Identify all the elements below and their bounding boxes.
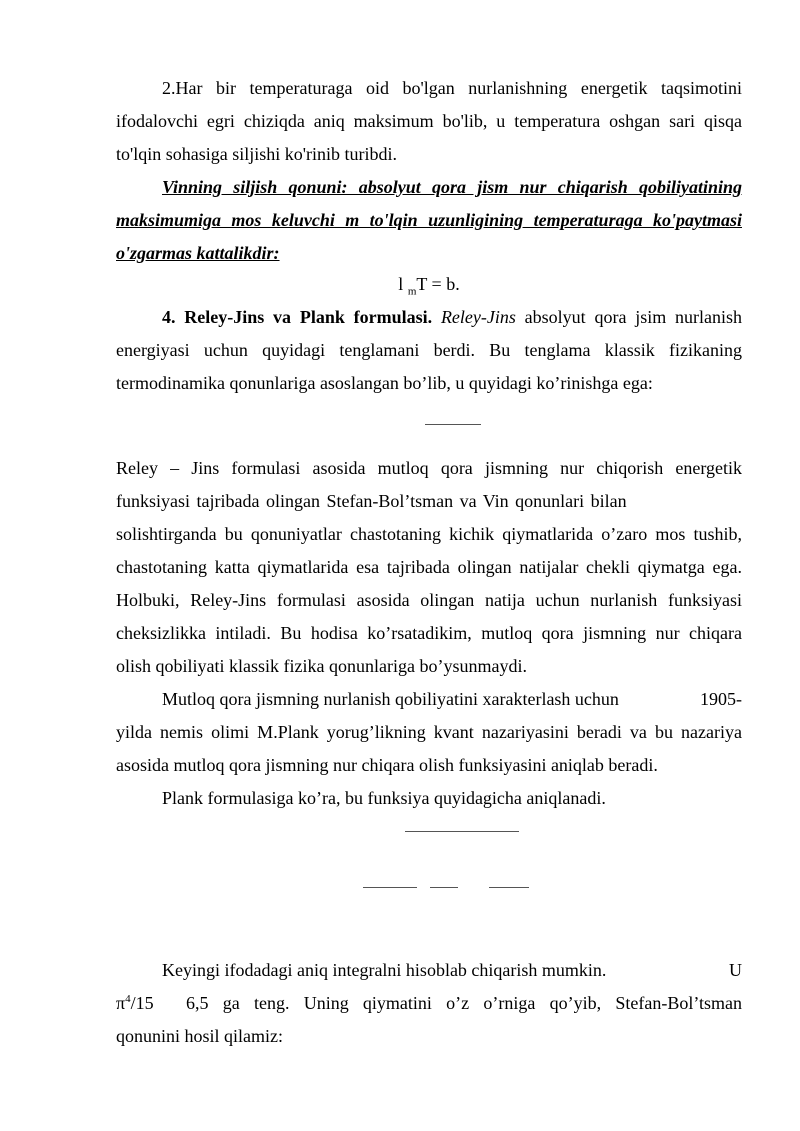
section-4-line-1	[162, 305, 742, 329]
integral-paragraph-line-1: Keyingi ifodadagi aniq integralni hisoblab chiqarish mumkin.	[162, 960, 607, 980]
section-4-line-1-rest: absolyut qora jsim nurlanish	[515, 307, 743, 327]
plank-paragraph-year: 1905-	[700, 689, 742, 709]
reley-jins-formula-placeholder	[425, 424, 481, 425]
integral-paragraph-line-1-end: U	[729, 960, 742, 980]
vin-law-line-1: Vinning siljish qonuni: absolyut qora jism nur chiqarish qobiliyatining	[162, 177, 742, 197]
vin-formula-lead: l	[398, 274, 408, 294]
vin-formula-tail: T = b.	[416, 274, 460, 294]
plank-paragraph-line-1: Mutloq qora jismning nurlanish qobiliyatini xarakterlash uchun	[162, 689, 619, 709]
vin-law-line-3: o'zgarmas kattalikdir:	[116, 243, 280, 263]
vin-law-line-2: maksimumiga mos keluvchi m to'lqin uzunligining temperaturaga ko'paytmasi	[116, 210, 742, 230]
pi-exponent: 4	[125, 993, 131, 1005]
reley-paragraph-line-4: chastotaning katta qiymatlarida esa tajribada olingan natijalar chekli qiymatga ega.	[116, 557, 742, 577]
reley-paragraph-line-2: funksiyasi tajribada olingan Stefan-Bol’tsman va Vin qonunlari bilan	[116, 491, 627, 511]
paragraph-2-line-1: 2.Har bir temperaturaga oid bo'lgan nurlanishning energetik taqsimotini	[162, 78, 742, 98]
section-4-line-3: termodinamika qonunlariga asoslangan bo’lib, u quyidagi ko’rinishga ega:	[116, 373, 653, 393]
reley-paragraph-line-6: cheksizlikka intiladi. Bu hodisa ko’rsatadikim, mutloq qora jismning nur chiqara	[116, 623, 742, 643]
formula-fragment-1	[363, 887, 417, 888]
plank-paragraph-line-3: asosida mutloq qora jismning nur chiqara olish funksiyasini aniqlab beradi.	[116, 755, 658, 775]
section-4-line-2: energiyasi uchun quyidagi tenglamani berdi. Bu tenglama klassik fizikaning	[116, 340, 742, 360]
formula-fragment-2	[430, 887, 458, 888]
pi-rest: /15	[130, 993, 154, 1013]
integral-paragraph-line-2: 6,5 ga teng. Uning qiymatini o’z o’rniga qo’yib, Stefan-Bol’tsman	[186, 993, 742, 1013]
formula-fragment-3	[489, 887, 529, 888]
section-4-author: Reley-Jins	[440, 307, 516, 327]
vin-formula-sub: m	[407, 285, 417, 298]
reley-paragraph-line-7: olish qobiliyati klassik fizika qonunlariga bo’ysunmaydi.	[116, 656, 527, 676]
plank-formula-placeholder	[405, 831, 519, 832]
integral-paragraph-pi	[116, 991, 176, 1015]
section-4-heading: 4. Reley-Jins va Plank formulasi.	[162, 307, 433, 327]
pi-symbol: π	[116, 993, 126, 1013]
paragraph-2-line-2: ifodalovchi egri chiziqda aniq maksimum bo'lib, u temperatura oshgan sari qisqa	[116, 111, 742, 131]
plank-paragraph-line-4: Plank formulasiga ko’ra, bu funksiya quyidagicha aniqlanadi.	[162, 788, 606, 808]
paragraph-2-line-3: to'lqin sohasiga siljishi ko'rinib turibdi.	[116, 144, 397, 164]
plank-paragraph-line-2: yilda nemis olimi M.Plank yorug’likning kvant nazariyasini beradi va bu nazariya	[116, 722, 742, 742]
reley-paragraph-line-5: Holbuki, Reley-Jins formulasi asosida olingan natija uchun nurlanish funksiyasi	[116, 590, 742, 610]
integral-paragraph-line-3: qonunini hosil qilamiz:	[116, 1026, 283, 1046]
reley-paragraph-line-1: Reley – Jins formulasi asosida mutloq qora jismning nur chiqorish energetik	[116, 458, 742, 478]
vin-formula	[116, 272, 742, 296]
reley-paragraph-line-3: solishtirganda bu qonuniyatlar chastotaning kichik qiymatlarida o’zaro mos tushib,	[116, 524, 742, 544]
